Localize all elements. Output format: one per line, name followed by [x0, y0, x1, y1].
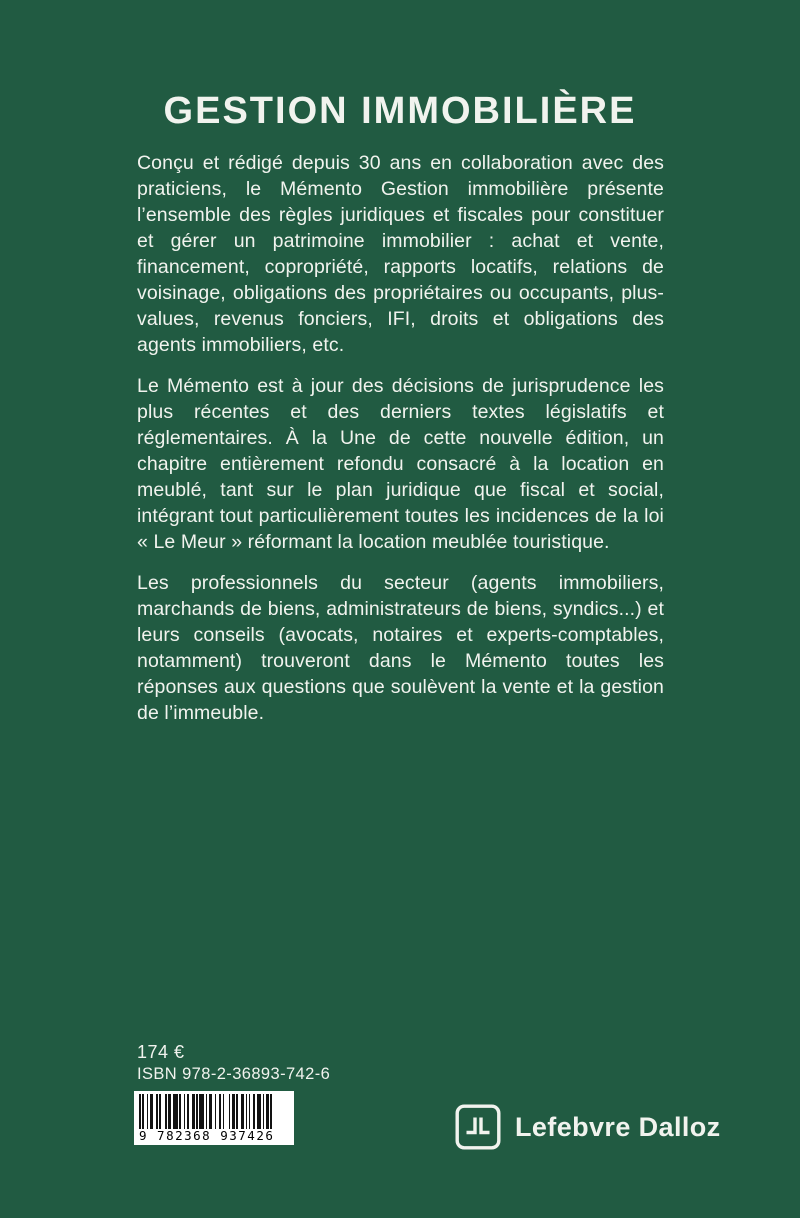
barcode: [134, 1091, 294, 1145]
description-paragraph-2: Le Mémento est à jour des décisions de jurisprudence les plus récentes et des derniers textes législatifs et réglementaires. À la Une de cette nouvelle édition, un chapitre entièrement refondu consacré à la location en meublé, tant sur le plan juridique que fiscal et social, intégrant tout particulièrement toutes les incidences de la loi « Le Meur » réformant la location meublée touristique.: [137, 375, 664, 553]
back-cover-description: [137, 150, 664, 741]
isbn-label: ISBN 978-2-36893-742-6: [137, 1065, 331, 1083]
barcode-bars: [139, 1094, 289, 1129]
description-paragraph-1: Conçu et rédigé depuis 30 ans en collaboration avec des praticiens, le Mémento Gestion immobilière présente l’ensemble des règles juridiques et fiscales pour constituer et gérer un patrimoine immobilier : achat et vente, financement, copropriété, rapports locatifs, relations de voisinage, obligations des propriétaires ou occupants, plus-values, revenus fonciers, IFI, droits et obligations des agents immobiliers, etc.: [137, 152, 664, 356]
publisher-logo: [455, 1104, 721, 1150]
price-label: 174 €: [137, 1042, 185, 1062]
book-title: GESTION IMMOBILIÈRE: [163, 90, 637, 132]
description-paragraph-3: Les professionnels du secteur (agents immobiliers, marchands de biens, administrateurs de biens, syndics...) et leurs conseils (avocats, notaires et experts-comptables, notamment) trouveront dans le Mémento toutes les réponses aux questions que soulèvent la vente et la gestion de l’immeuble.: [137, 572, 664, 724]
lefebvre-dalloz-monogram-icon: [455, 1104, 501, 1150]
barcode-number: 9 782368 937426: [139, 1128, 275, 1143]
publisher-name: Lefebvre Dalloz: [515, 1111, 721, 1142]
